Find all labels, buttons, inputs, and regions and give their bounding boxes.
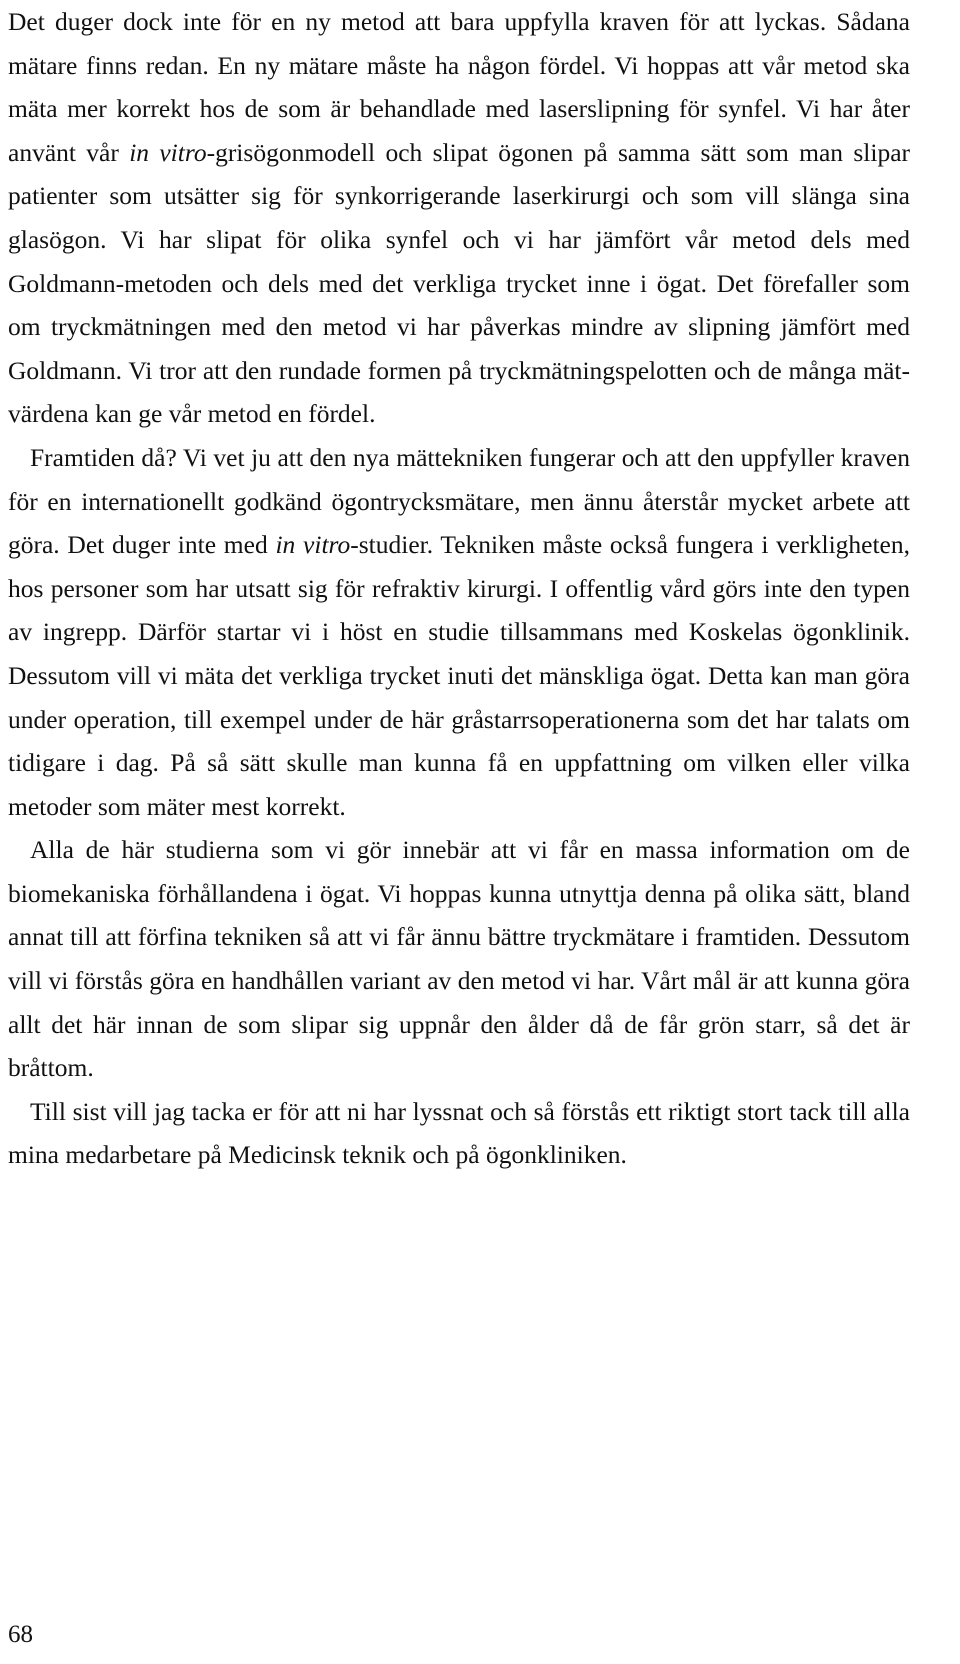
paragraph-text: Alla de här studierna som vi gör innebär att vi får en massa information om de biomekaniska förhållandena i ögat. Vi hoppas kunna utnyttja denna på olika sätt, bland annat till att förfina tekniken så att vi får ännu bättre tryckmätare i framtiden. Dessutom vill vi förstås göra en handhållen variant av den metod vi har. Vårt mål är att kunna göra allt det här innan de som slipar sig uppnår den ålder då de får grön starr, så det är bråttom. [8,835,910,1083]
paragraph-text: -grisögonmodell och slipat ögonen på samma sätt som man slipar patienter som utsätter sig för synkorrigerande laserkirurgi och som vill slänga sina glasögon. Vi har slipat för olika synfel och vi har jämfört vår metod dels med Goldmann-metoden och dels med det verkliga trycket inne i ögat. Det förefaller som om tryckmätningen med den metod vi har påverkas mindre av slipning jämfört med Goldmann. Vi tror att den rundade formen på tryckmätningspelotten och de många mätvärdena kan ge vår metod en fördel. [8,137,910,429]
paragraph [8,1090,910,1177]
paragraph [8,828,910,1090]
paragraph [8,0,910,436]
paragraph [8,436,910,828]
paragraph-text: Till sist vill jag tacka er för att ni har lyssnat och så förstås ett riktigt stort tack till alla mina medarbetare på Medicinsk teknik och på ögonkliniken. [8,1096,910,1170]
page-number: 68 [8,1621,33,1648]
italic-term: in vitro [275,530,351,560]
italic-term: in vitro [129,137,207,167]
paragraph-text: Det duger dock inte för en ny metod att bara uppfylla kraven för att lyckas. Sådana mätare finns redan. En ny mätare måste ha någon fördel. Vi hoppas att vår metod ska mäta mer korrekt hos de som är behandlade med laserslipning för synfel. Vi har åter använt vår [8,7,910,167]
body-text [8,0,910,1177]
paragraph-text: -studier. Tekniken måste också fungera i verkligheten, hos personer som har utsatt sig för refraktiv kirurgi. I offentlig vård görs inte den typen av ingrepp. Därför startar vi i höst en studie tillsammans med Koskelas ögonklinik. Dessutom vill vi mäta det verkliga trycket inuti det mänskliga ögat. Detta kan man göra under operation, till exempel under de här gråstarrsoperationerna som det har talats om tidigare i dag. På så sätt skulle man kunna få en uppfattning om vilken eller vilka metoder som mäter mest korrekt. [8,530,910,821]
paragraph-text: Framtiden då? Vi vet ju att den nya mättekniken fungerar och att den uppfyller kraven för en internationellt godkänd ögontrycksmätare, men ännu återstår mycket arbete att göra. Det duger inte med [8,442,910,560]
